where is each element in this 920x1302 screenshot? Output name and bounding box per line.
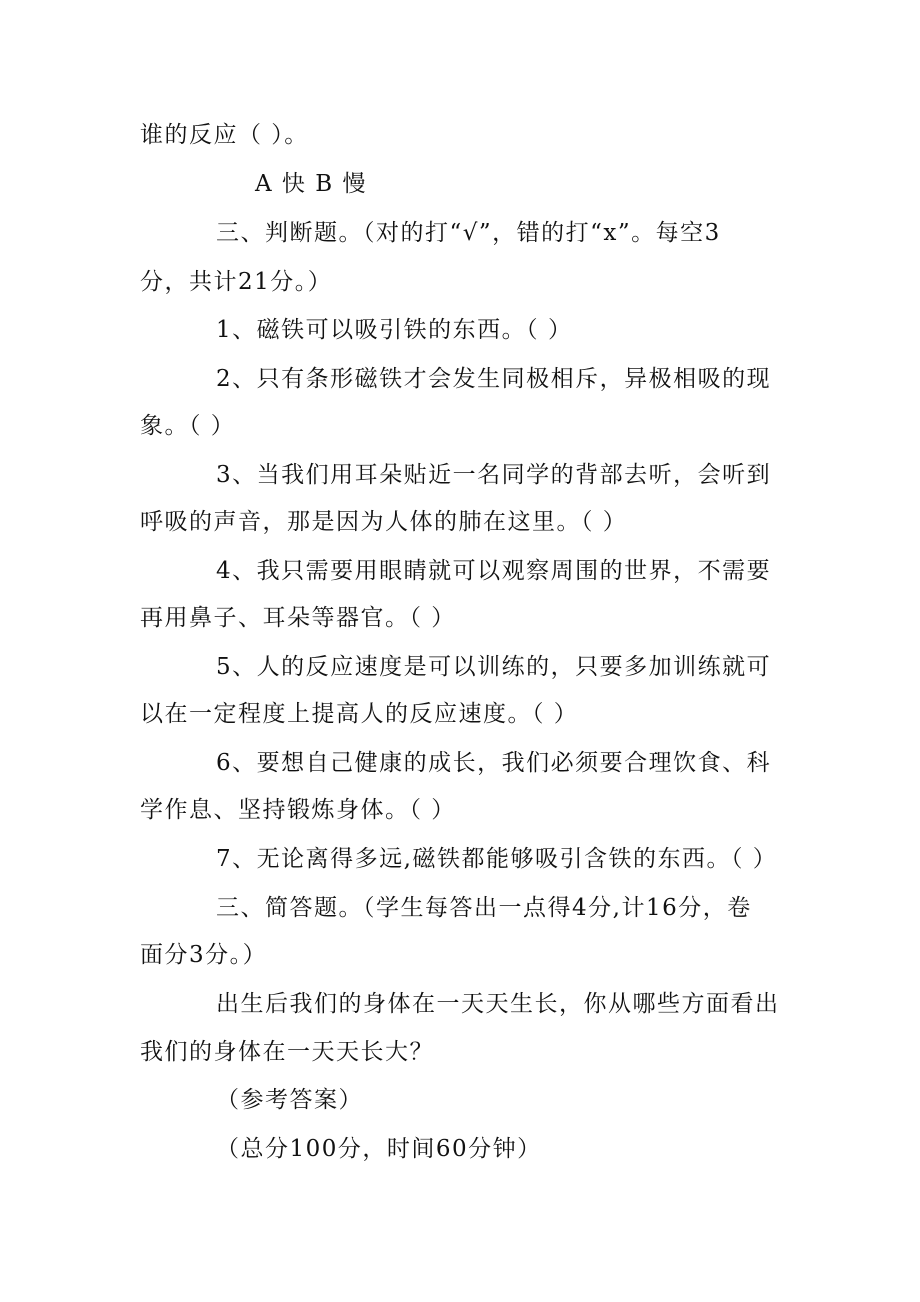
judgement-item-3: 3、当我们用耳朵贴近一名同学的背部去听，会听到 <box>216 462 772 488</box>
judgement-item-6-cont: 学作息、坚持锻炼身体。（ ） <box>140 797 456 823</box>
answer-key-label: （参考答案） <box>216 1087 363 1113</box>
short-answer-question-cont: 我们的身体在一天天长大？ <box>140 1039 434 1065</box>
judgement-item-5: 5、人的反应速度是可以训练的，只要多加训练就可 <box>216 654 772 680</box>
judgement-item-5-cont: 以在一定程度上提高人的反应速度。（ ） <box>140 701 579 727</box>
short-answer-heading: 三、简答题。（学生每答出一点得4分,计16分，卷 <box>216 895 752 921</box>
short-answer-heading-cont: 面分3分。） <box>140 942 268 968</box>
judgement-item-4: 4、我只需要用眼睛就可以观察周围的世界，不需要 <box>216 558 772 584</box>
exam-info: （总分100分，时间60分钟） <box>216 1136 542 1162</box>
judgement-item-3-cont: 呼吸的声音，那是因为人体的肺在这里。（ ） <box>140 509 628 535</box>
judgement-heading-cont: 分，共计21分。） <box>140 269 333 295</box>
judgement-item-6: 6、要想自己健康的成长，我们必须要合理饮食、科 <box>216 750 772 776</box>
judgement-item-7: 7、无论离得多远,磁铁都能够吸引含铁的东西。（ ） <box>216 846 778 872</box>
judgement-item-4-cont: 再用鼻子、耳朵等器官。（ ） <box>140 605 456 631</box>
question-end-text: 谁的反应（ ）。 <box>140 122 309 148</box>
judgement-item-2: 2、只有条形磁铁才会发生同极相斥，异极相吸的现 <box>216 366 772 392</box>
answer-options: A 快 B 慢 <box>255 171 367 197</box>
short-answer-question: 出生后我们的身体在一天天生长，你从哪些方面看出 <box>216 991 780 1017</box>
judgement-item-1: 1、磁铁可以吸引铁的东西。（ ） <box>216 317 573 343</box>
judgement-item-2-cont: 象。（ ） <box>140 413 236 439</box>
judgement-heading: 三、判断题。（对的打“√”，错的打“x”。每空3 <box>216 220 721 246</box>
